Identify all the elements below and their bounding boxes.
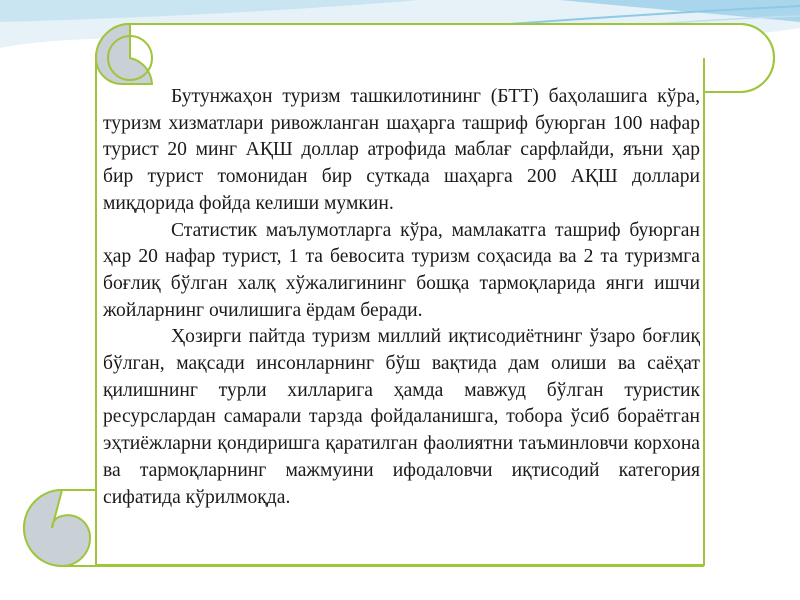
main-text (103, 84, 700, 511)
paragraph-3: Ҳозирги пайтда туризм миллий иқтисодиётнинг ўзаро боғлиқ бўлган, мақсади инсонларнинг бўш вақтида дам олиши ва саёҳат қилишнинг турли хилларига ҳамда мавжуд бўлган туристик ресурслардан самарали тарзда фойдаланишга, тобора ўсиб бораётган эҳтиёжларни қондиришга қаратилган фаолиятни таъминловчи корхона ва тармоқларнинг мажмуини ифодаловчи иқтисодий категория сифатида кўрилмоқда. (103, 326, 700, 508)
paragraph-1: Бутунжаҳон туризм ташкилотининг (БТТ) баҳолашига кўра, туризм хизматлари ривожланган шаҳарга ташриф буюрган 100 нафар турист 20 минг АҚШ доллар атрофида маблағ сарфлайди, яъни ҳар бир турист томонидан бир суткада шаҳарга 200 АҚШ доллари миқдорида фойда келиши мумкин. (103, 86, 700, 214)
scroll-bottom-curl (24, 490, 90, 566)
paragraph-2: Статистик маълумотларга кўра, мамлакатга ташриф буюрган ҳар 20 нафар турист, 1 та бевосита туризм соҳасида ва 2 та туризмга боғлиқ бўлган халқ хўжалигининг бошқа тармоқларида янги ишчи жойларнинг очилишига ёрдам беради. (103, 219, 700, 321)
